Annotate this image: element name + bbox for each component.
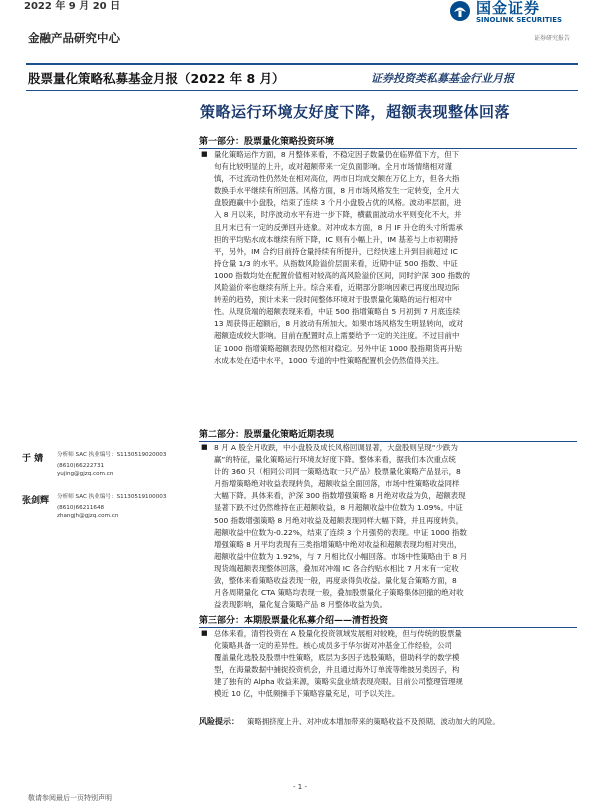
body-line: 盘股跑赢中小盘股，结束了连续 3 个月小盘股占优的风格。波动率层面，进 — [214, 198, 462, 208]
headline: 策略运行环境友好度下降，超额表现整体回落 — [200, 103, 511, 121]
body-line: 超额收益中位数为 1.92%，与 7 月相比仅小幅回落。市场中性策略由于 8 月 — [214, 551, 468, 561]
body-line: 超额造成较大影响。目前在配置时点上需要给予一定的关注度。不过目前中 — [214, 331, 460, 341]
body-line: 旬有比较明显的上升，或对超额带来一定负面影响。全月市场情绪相对谨 — [214, 162, 452, 172]
body-line: 月指增策略绝对收益表现转负，超额收益全面回落，市场中性策略收益同样 — [214, 479, 460, 489]
header-rule — [26, 63, 578, 65]
body-line: 总体来看，清哲投资在 A 股量化投资领域发展相对较晚，但与传统的股票量 — [214, 629, 462, 638]
analyst-2-phone: (8610)66211648 — [57, 505, 105, 511]
department-name: 金融产品研究中心 — [28, 31, 120, 45]
logo-subtitle: 证券研究报告 — [534, 35, 571, 42]
body-line: 赢”的特征，量化策略运行环境友好度下降。整体来看，据我们本次重点统 — [214, 455, 456, 465]
logo-name-en: SINOLINK SECURITIES — [476, 16, 563, 24]
section-3-title: 第三部分：本期股票量化私募介绍——清哲投资 — [199, 616, 389, 626]
bullet-icon: ■ — [201, 150, 208, 158]
body-line: 转差的趋势，预计未来一段时间整体环境对于股票量化策略的运行相对中 — [214, 295, 452, 305]
body-line: 且月末已有一定的反弹回升迹象。对冲成本方面，8 月 IF 升仓的头寸所需承 — [214, 222, 463, 232]
section-3-body — [214, 628, 574, 701]
risk-label: 风险提示： — [199, 717, 239, 726]
risk-text: 策略拥挤度上升、对冲成本增加带来的策略收益不及预期、波动加大的风险。 — [247, 717, 500, 726]
body-line: 风险溢价率也继续有所上升。综合来看，近期部分影响因素已再度出现边际 — [214, 283, 460, 293]
section-1-title: 第一部分：股票量化策略投资环境 — [199, 137, 335, 147]
title-rule — [26, 90, 578, 91]
body-line: 敛，整体来看策略收益表现一般，再度录得负收益。量化复合策略方面，8 — [214, 576, 457, 586]
section-2-body — [214, 442, 574, 611]
body-line: 入 8 月以来，时序波动水平有进一步下降，横截面波动水平则变化不大，并 — [214, 210, 462, 220]
body-line: 建了独有的 Alpha 收益来源，策略实盘业绩表现亮眼。目前公司整理管理规 — [214, 677, 463, 687]
body-line: 显著下跌不过仍然维持在正超额收益，8 月超额收益中位数为 1.09%。中证 — [214, 503, 463, 513]
logo-name-cn: 国金证券 — [476, 0, 541, 17]
analyst-1-email[interactable]: yujing@gjzq.com.cn — [57, 471, 114, 477]
report-date: 2022 年 9 月 20 日 — [24, 1, 121, 12]
body-line: 慎，不过流动性仍然处在相对高位，两市日均成交额在万亿上方，但各大指 — [214, 174, 460, 184]
sinolink-logo-icon — [449, 0, 471, 22]
body-line: 量化策略运作方面，8 月整体来看，不稳定因子数量仍在临界值下方，但下 — [214, 150, 460, 159]
body-line: 担的平均贴水成本继续有所下降，IC 则有小幅上升，IM 基差与上市初期持 — [214, 234, 458, 244]
bullet-icon: ■ — [201, 629, 208, 637]
footer-disclaimer: 敬请参阅最后一页特别声明 — [28, 794, 112, 802]
analyst-1-phone: (8610)66222731 — [57, 463, 105, 469]
body-line: 月各周期量化 CTA 策略均表现一般，叠加股票量化子策略集体回撤的绝对收 — [214, 588, 464, 598]
report-title: 股票量化策略私募基金月报（2022 年 8 月） — [28, 71, 285, 86]
body-line: 数换手水平继续有所回落。风格方面，8 月市场风格发生一定转变，全月大 — [214, 186, 460, 196]
body-line: 覆盖量化选股及股票中性策略，底层为多因子选股策略，借助科学的数学模 — [214, 653, 460, 663]
analyst-2-name: 张剑辉 — [22, 496, 50, 506]
body-line: 8 月 A 股全月收跌，中小盘股及成长风格回调显著，大盘股则呈现“少跌为 — [214, 443, 458, 452]
body-line: 益表现影响，量化复合策略产品 8 月整体收益为负。 — [214, 600, 388, 610]
bullet-icon: ■ — [201, 443, 208, 451]
report-type: 证券投资类私募基金行业月报 — [371, 72, 514, 85]
body-line: 超额收益中位数为-0.22%，结束了连续 3 个月强势的表现。中证 1000 指数 — [214, 527, 467, 537]
body-line: 水成本处在适中水平，1000 专道的中性策略配置机会仍然值得关注。 — [214, 355, 444, 365]
analyst-2-email[interactable]: zhangjh@gjzq.com.cn — [57, 513, 119, 519]
body-line: 证 1000 指增策略超额表现仍然相对稳定。另外中证 1000 股指期货再升贴 — [214, 343, 463, 353]
analyst-1-cert: 分析师 SAC 执业编号：S1130519020003 — [57, 452, 167, 458]
body-line: 大幅下降。具体来看，沪深 300 指数增强策略 8 月绝对收益为负，超额表现 — [214, 491, 466, 501]
body-line: 计的 360 只（相同公司同一策略选取一只产品）股票量化策略产品显示，8 — [214, 467, 461, 477]
body-line: 现货端超额表现整体回落，叠加对冲端 IC 各合约贴水相比 7 月末有一定收 — [214, 563, 459, 573]
body-line: 1000 指数均处在配置价值相对较高的高风险溢价区间，同时沪深 300 指数的 — [214, 270, 470, 280]
section-1-body — [214, 149, 574, 367]
body-line: 型，在海量数据中捕捉投资机会，并且通过海外订单流等维披另类因子，构 — [214, 665, 460, 675]
body-line: 模近 10 亿，中低频操手下策略容量充足，可予以关注。 — [214, 689, 400, 699]
section-2-title: 第二部分：股票量化策略近期表现 — [199, 430, 335, 440]
body-line: 性。从现货端的超额表现来看，中证 500 指增策略自 5 月初到 7 月底连续 — [214, 307, 461, 317]
analyst-1-name: 于 婧 — [22, 454, 44, 464]
analyst-2-cert: 分析师 SAC 执业编号：S1130519100003 — [57, 494, 167, 500]
body-line: 平，另外，IM 合约目前持仓量持续有所提升，已经快速上升到目前超过 IC — [214, 246, 458, 256]
body-line: 500 指数增强策略 8 月绝对收益及超额表现同样大幅下降，并且再度转负， — [214, 515, 464, 525]
page-number: - 1 - — [293, 783, 307, 791]
body-line: 化策略具备一定的差异性。核心成员多于华尔街对冲基金工作经验，公司 — [214, 641, 452, 651]
body-line: 增强策略 8 月平均表现有三类指增策略中绝对收益和超额表现均相对突出， — [214, 539, 462, 549]
body-line: 13 周获得正超额后，8 月波动有所加大。如果市场风格发生明显转向，或对 — [214, 319, 464, 329]
body-line: 持仓量 1/3 的水平。从指数风险溢价层面来看，近期中证 500 指数、中证 — [214, 258, 458, 268]
